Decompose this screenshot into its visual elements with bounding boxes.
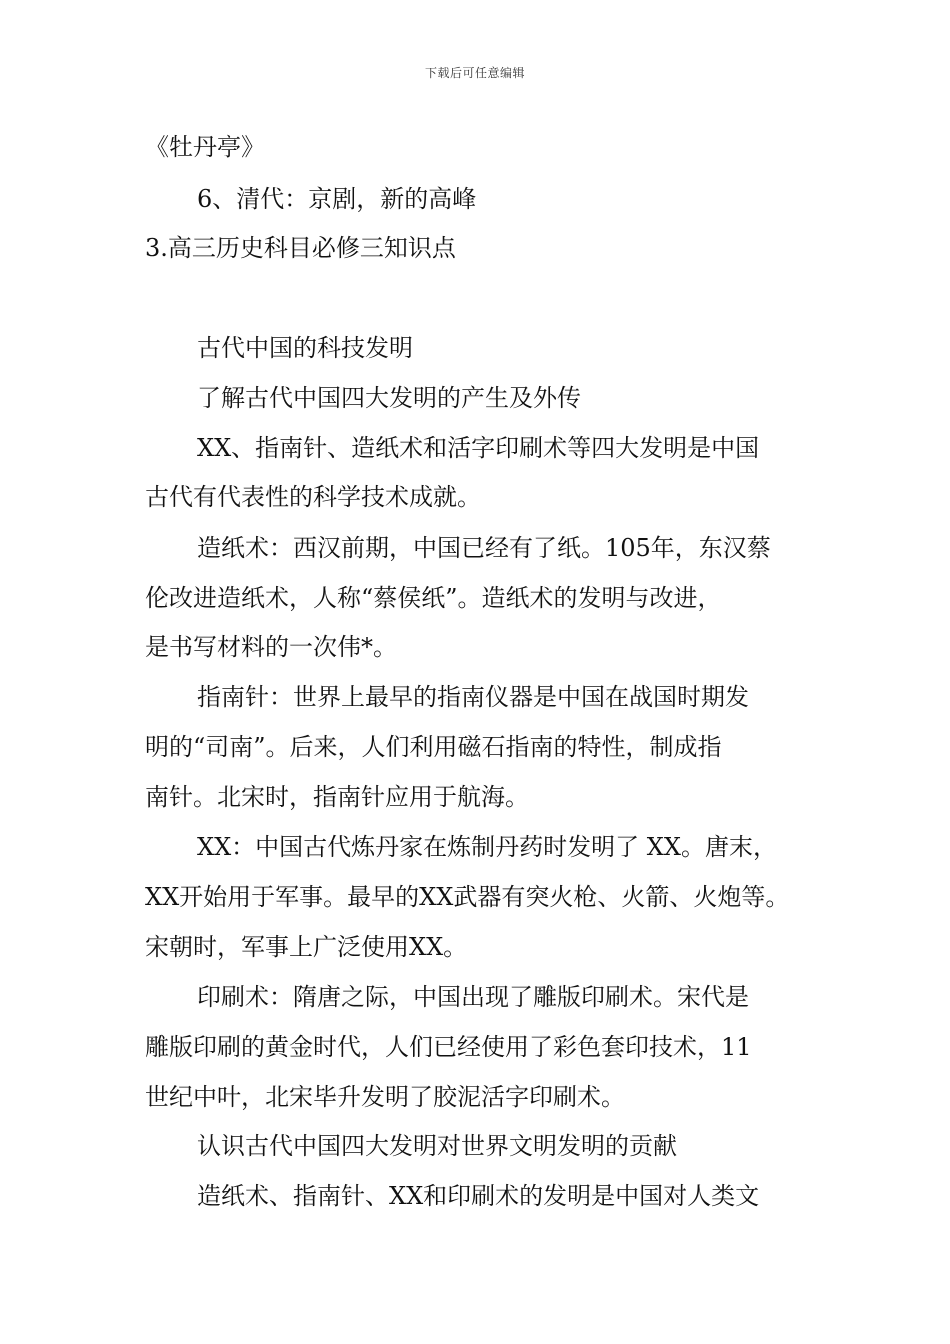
text-line-15: XX开始用于军事。最早的XX武器有突火枪、火箭、火炮等。 [145,883,790,911]
text-line-7: 古代有代表性的科学技术成就。 [145,483,481,511]
section-heading: 3.高三历史科目必修三知识点 [145,234,456,262]
page-header: 下载后可任意编辑 [424,66,525,80]
text-line-17: 印刷术：隋唐之际，中国出现了雕版印刷术。宋代是 [197,983,749,1011]
text-line-1: 《牡丹亭》 [145,133,265,161]
text-line-19: 世纪中叶，北宋毕升发明了胶泥活字印刷术。 [145,1083,625,1111]
text-line-13: 南针。北宋时，指南针应用于航海。 [145,783,529,811]
text-line-14: XX：中国古代炼丹家在炼制丹药时发明了 XX。唐末， [197,833,777,861]
text-line-12: 明的“司南”。后来，人们利用磁石指南的特性，制成指 [145,733,722,761]
text-line-2: 6、清代：京剧，新的高峰 [197,185,477,213]
text-line-11: 指南针：世界上最早的指南仪器是中国在战国时期发 [197,683,749,711]
text-line-5: 了解古代中国四大发明的产生及外传 [197,384,581,412]
text-line-18: 雕版印刷的黄金时代，人们已经使用了彩色套印技术，11 [145,1033,752,1061]
text-line-6: XX、指南针、造纸术和活字印刷术等四大发明是中国 [197,434,760,462]
text-line-10: 是书写材料的一次伟*。 [145,633,397,661]
text-line-4: 古代中国的科技发明 [197,334,413,362]
text-line-20: 认识古代中国四大发明对世界文明发明的贡献 [197,1132,677,1160]
text-line-21: 造纸术、指南针、XX和印刷术的发明是中国对人类文 [197,1182,760,1210]
text-line-8: 造纸术：西汉前期，中国已经有了纸。105年，东汉蔡 [197,534,771,562]
text-line-16: 宋朝时，军事上广泛使用XX。 [145,933,468,961]
text-line-9: 伦改进造纸术，人称“蔡侯纸”。造纸术的发明与改进， [145,584,722,612]
